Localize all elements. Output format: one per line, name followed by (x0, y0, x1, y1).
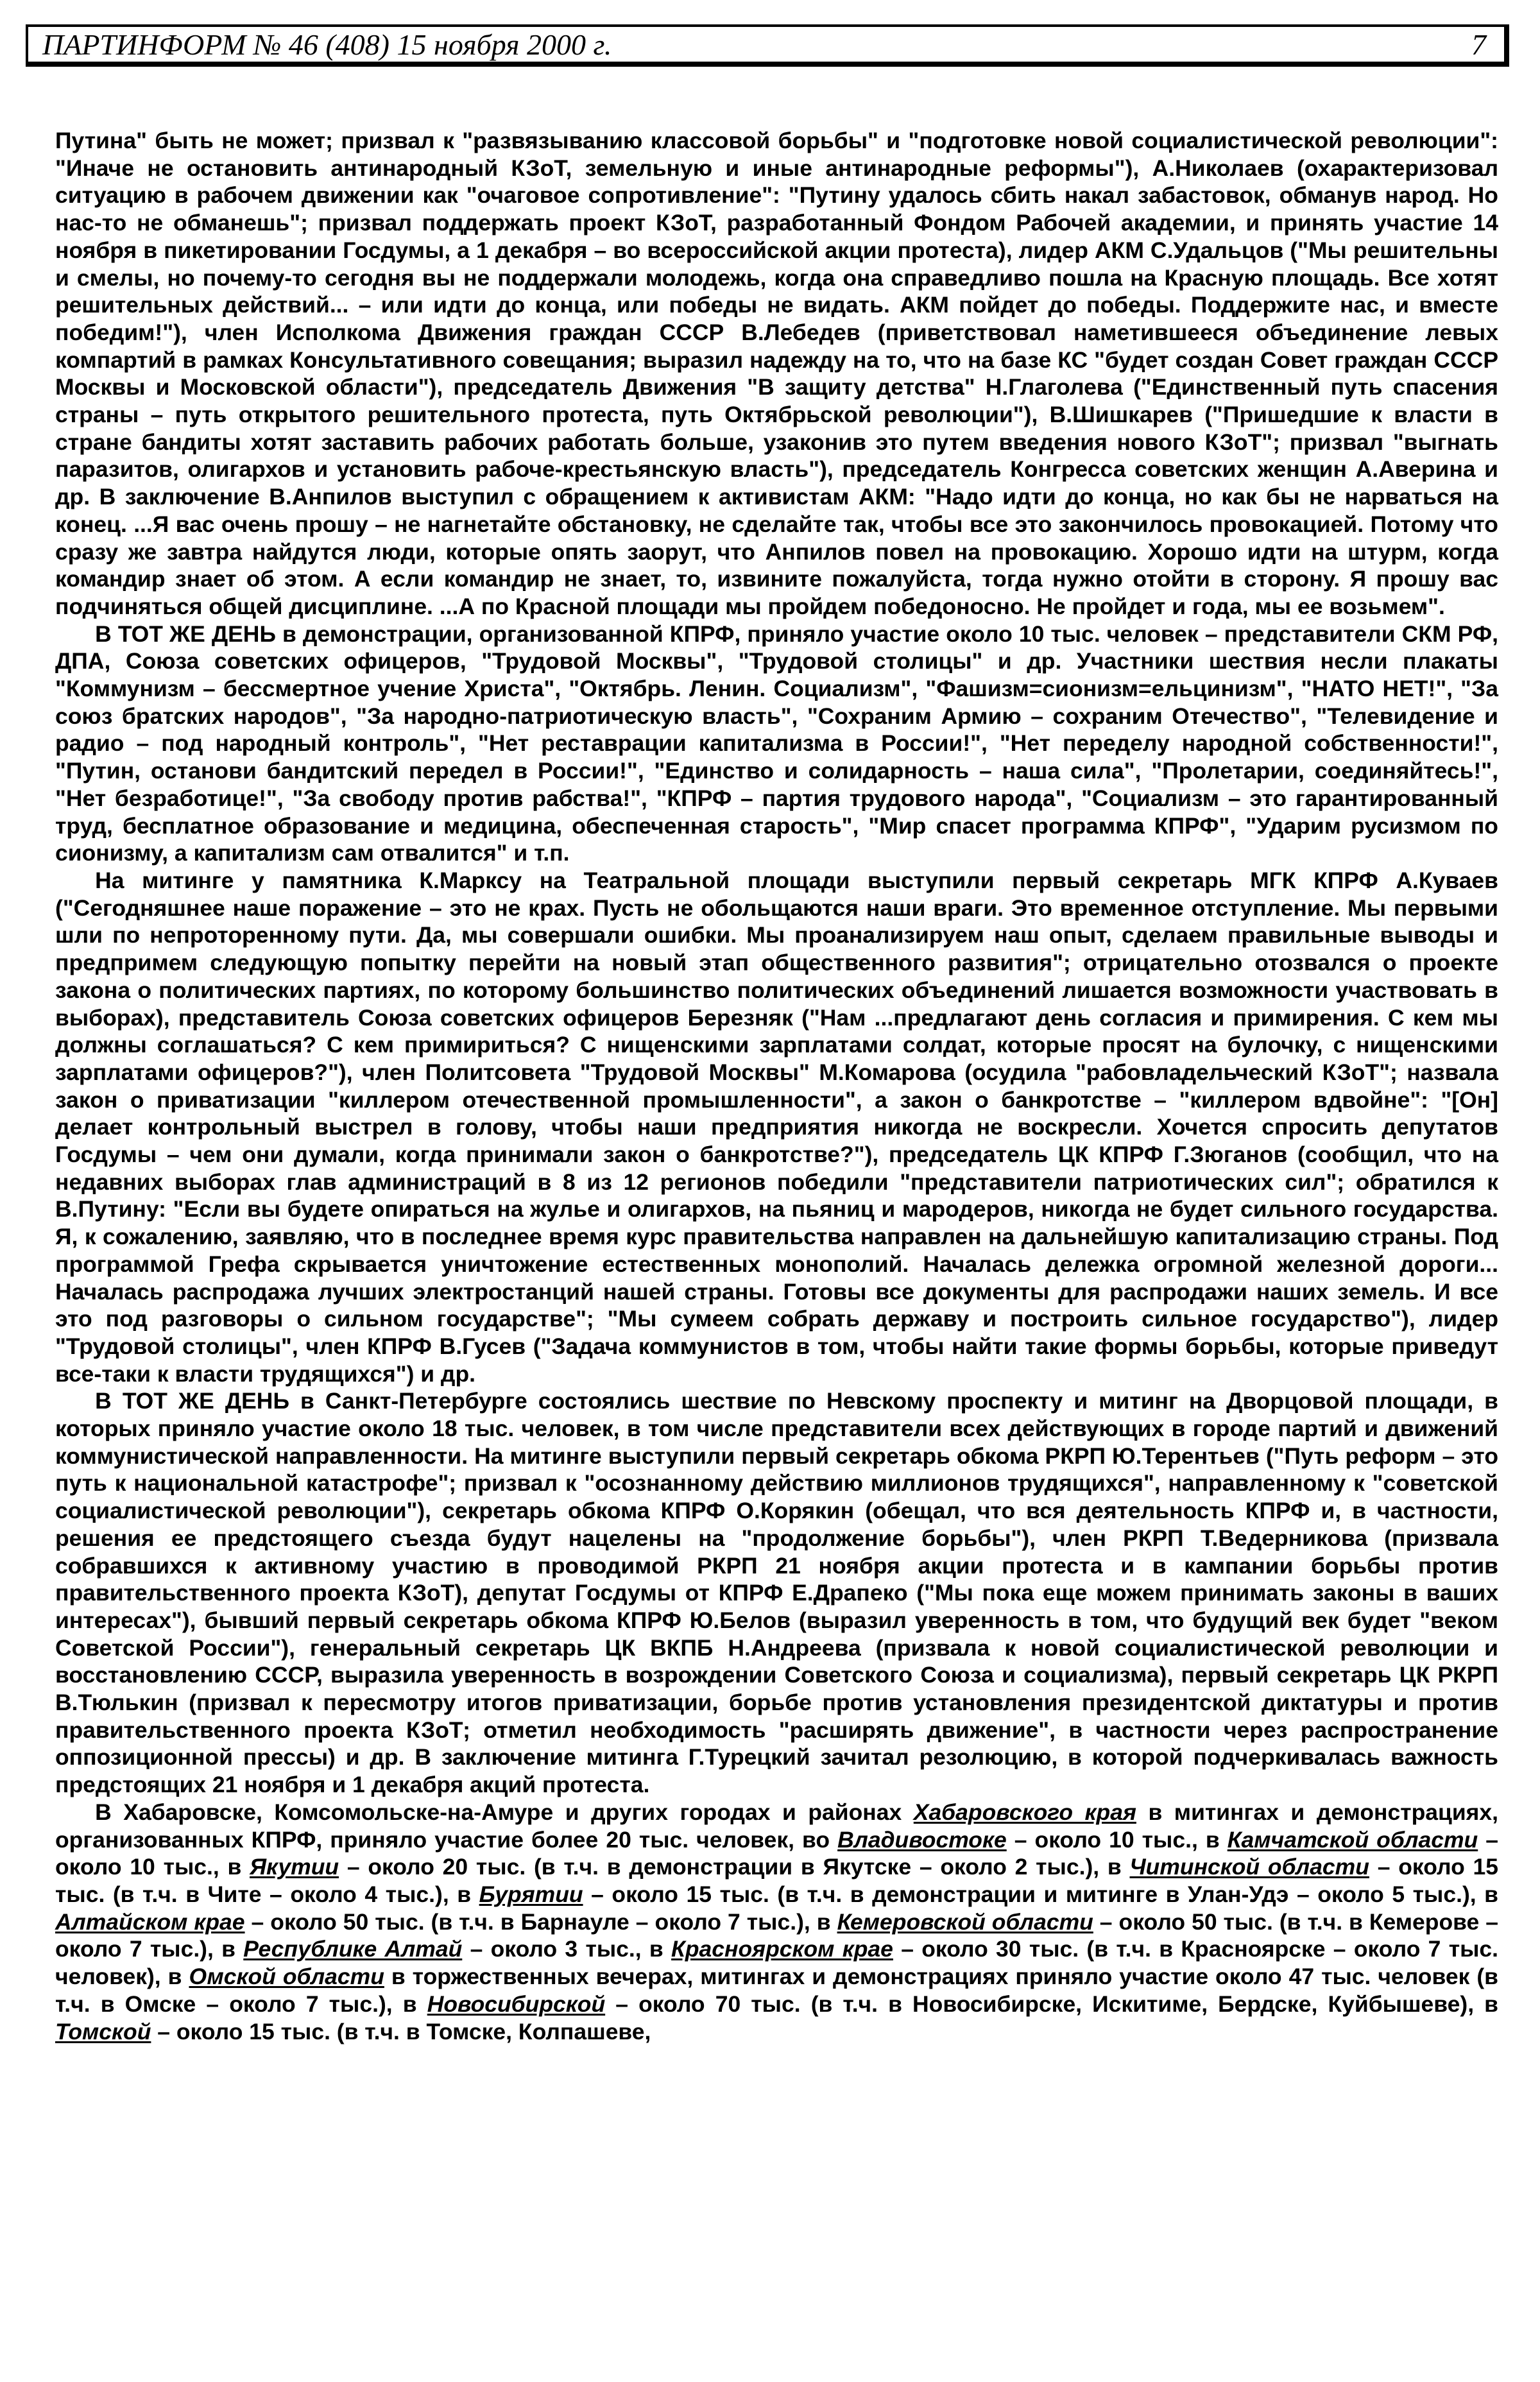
region-kamchatka: Камчатской области (1227, 1826, 1478, 1853)
region-novosibirsk: Новосибирской (427, 1991, 606, 2017)
text-run: – около 50 тыс. (в т.ч. в Барнауле – около 7 тыс.), в (244, 1908, 837, 1935)
page-header (26, 24, 1509, 67)
paragraph-1: Путина" быть не может; призвал к "развязыванию классовой борьбы" и "подготовке новой социалистической революции": "Иначе не остановить антинародный КЗоТ, земельную и иные антинародные реформы"), А.Николаев (охарактеризовал ситуацию в рабочем движении как "очаговое сопротивление": "Путину удалось сбить накал забастовок, обманув народ. Но нас-то не обманешь"; призвал поддержать проект КЗоТ, разработанный Фондом Рабочей академии, и принять участие 14 ноября в пикетировании Госдумы, а 1 декабря – во всероссийской акции протеста), лидер АКМ С.Удальцов ("Мы решительны и смелы, но почему-то сегодня вы не поддержали молодежь, когда она справедливо пошла на Красную площадь. Все хотят решительных действий... – или идти до конца, или победы не видать. АКМ пойдет до победы. Поддержите нас, и вместе победим!"), член Исполкома Движения граждан СССР В.Лебедев (приветствовал наметившееся объединение левых компартий в рамках Консультативного совещания; выразил надежду на то, что на базе КС "будет создан Совет граждан СССР Москвы и Московской области"), председатель Движения "В защиту детства" Н.Глаголева ("Единственный путь спасения страны – путь открытого решительного протеста, путь Октябрьской революции"), В.Шишкарев ("Пришедшие к власти в стране бандиты хотят заставить рабочих работать больше, узаконив это путем введения нового КЗоТ"; призвал "выгнать паразитов, олигархов и установить рабоче-крестьянскую власть"), председатель Конгресса советских женщин А.Аверина и др. В заключение В.Анпилов выступил с обращением к активистам АКМ: "Надо идти до конца, но как бы не нарваться на конец. ...Я вас очень прошу – не нагнетайте обстановку, не сделайте так, чтобы все это закончилось провокацией. Потому что сразу же завтра найдутся люди, которые опять заорут, что Анпилов повел на провокацию. Хорошо идти на штурм, когда командир знает об этом. А если командир не знает, то, извините пожалуйста, тогда нужно отойти в сторону. Я прошу вас подчиняться общей дисциплине. ...А по Красной площади мы пройдем победоносно. Не пройдет и года, мы ее возьмем". (55, 128, 1498, 619)
region-khabarovsk: Хабаровского края (913, 1799, 1136, 1825)
region-kemerovo: Кемеровской области (837, 1908, 1093, 1935)
paragraph-5 (55, 1799, 1498, 2045)
text-run: – около 20 тыс. (в т.ч. в демонстрации в Якутске – около 2 тыс.), в (339, 1854, 1130, 1880)
text-run: в торжественных вечерах, митингах и демонстрациях приняло участие около 47 тыс. человек (в т.ч. в Омске – около 7 тыс.), в (55, 1964, 1498, 2017)
region-tomsk: Томской (55, 2018, 151, 2044)
text-run: В Хабаровске, Комсомольске-на-Амуре и других городах и районах (95, 1799, 914, 1825)
article-body (55, 127, 1498, 2045)
paragraph-4: В ТОТ ЖЕ ДЕНЬ в Санкт-Петербурге состоялись шествие по Невскому проспекту и митинг на Дворцовой площади, в которых приняло участие около 18 тыс. человек, в том числе представители всех действующих в городе партий и движений коммунистической направленности. На митинге выступили первый секретарь обкома РКРП Ю.Терентьев ("Путь реформ – это путь к национальной катастрофе"; призвал к "осознанному действию миллионов трудящихся", направленному к "советской социалистической революции"), секретарь обкома КПРФ О.Корякин (обещал, что вся деятельность КПРФ и, в частности, решения ее предстоящего съезда будут нацелены на "продолжение борьбы"), член РКРП Т.Ведерникова (призвала собравшихся к активному участию в проводимой РКРП 21 ноября акции протеста и в кампании борьбы против правительственного проекта КЗоТ), депутат Госдумы от КПРФ Е.Драпеко ("Мы пока еще можем принимать законы в ваших интересах"), бывший первый секретарь обкома КПРФ Ю.Белов (выразил уверенность в том, что будущий век будет "веком Советской России"), генеральный секретарь ЦК ВКПБ Н.Андреева (призвала к новой социалистической революции и восстановлению СССР, выразила уверенность в возрождении Советского Союза и социализма), первый секретарь ЦК РКРП В.Тюлькин (призвал к пересмотру итогов приватизации, борьбе против установления президентской диктатуры и против правительственного проекта КЗоТ; отметил необходимость "расширять движение", в частности через распространение оппозиционной прессы) и др. В заключение митинга Г.Турецкий зачитал резолюцию, в которой подчеркивалась важность предстоящих 21 ноября и 1 декабря акций протеста. (55, 1388, 1498, 1798)
text-run: – около 30 тыс. (в т.ч. в Красноярске – около 7 тыс. человек), в (55, 1936, 1499, 1990)
region-vladivostok: Владивостоке (837, 1826, 1007, 1853)
region-chita: Читинской области (1129, 1854, 1369, 1880)
text-run: – около 15 тыс. (в т.ч. в Чите – около 4 тыс.), в (55, 1854, 1499, 1907)
text-run: – около 50 тыс. (в т.ч. в Кемерове – около 7 тыс.), в (55, 1908, 1498, 1962)
region-altai-krai: Алтайском крае (55, 1908, 245, 1935)
page-number: 7 (1471, 28, 1486, 61)
text-run: в митингах и демонстрациях, организованных КПРФ, приняло участие более 20 тыс. человек, во (55, 1799, 1498, 1853)
region-krasnoyarsk: Красноярском крае (671, 1936, 893, 1962)
region-altai-republic: Республике Алтай (243, 1936, 463, 1962)
publication-title: ПАРТИНФОРМ № 46 (408) 15 ноября 2000 г. (42, 28, 612, 61)
text-run: – около 10 тыс., в (1006, 1826, 1228, 1853)
paragraph-3: На митинге у памятника К.Марксу на Театральной площади выступили первый секретарь МГК КПРФ А.Куваев ("Сегодняшнее наше поражение – это не крах. Пусть не обольщаются наши враги. Это временное отступление. Мы первыми шли по непротоpенному пути. Да, мы совершали ошибки. Мы проанализируем наш опыт, сделаем правильные выводы и предпримем следующую попытку перейти на новый этап общественного развития"; отрицательно отозвался о проекте закона о политических партиях, по которому большинство политических объединений лишается возможности участвовать в выборах), представитель Союза советских офицеров Березняк ("Нам ...предлагают день согласия и примирения. С кем мы должны соглашаться? С кем примириться? С нищенскими зарплатами солдат, которые просят на булочку, с нищенскими зарплатами офицеров?"), член Политсовета "Трудовой Москвы" М.Комарова (осудила "рабовладельческий КЗоТ"; назвала закон о приватизации "киллером отечественной промышленности", а закон о банкротстве – "киллером вдвойне": "[Он] делает контрольный выстрел в голову, чтобы наши предприятия никогда не воскресли. Хочется спросить депутатов Госдумы – чем они думали, когда принимали закон о банкротстве?"), председатель ЦК КПРФ Г.Зюганов (сообщил, что на недавних выборах глав администраций в 8 из 12 регионов победили "представители патриотических сил"; обратился к В.Путину: "Если вы будете опираться на жулье и олигархов, на пьяниц и мародеров, никогда не будет сильного государства. Я, к сожалению, заявляю, что в последнее время курс правительства направлен на дальнейшую капитализацию страны. Под программой Грефа скрывается уничтожение естественных монополий. Началась дележка огромной железной дороги... Началась распродажа лучших электростанций нашей страны. Готовы все документы для распродажи наших земель. И все это под разговоры о сильном государстве"; "Мы сумеем собрать державу и построить сильное государство"), лидер "Трудовой столицы", член КПРФ В.Гусев ("Задача коммунистов в том, чтобы найти такие формы борьбы, которые приведут все-таки к власти трудящихся") и др. (55, 867, 1498, 1387)
text-run: – около 15 тыс. (в т.ч. в Томске, Колпашеве, (151, 2018, 651, 2044)
text-run: – около 10 тыс., в (55, 1826, 1498, 1880)
text-run: – около 70 тыс. (в т.ч. в Новосибирске, Искитиме, Бердске, Куйбышеве), в (605, 1991, 1499, 2017)
paragraph-2: В ТОТ ЖЕ ДЕНЬ в демонстрации, организованной КПРФ, приняло участие около 10 тыс. человек – представители СКМ РФ, ДПА, Союза советских офицеров, "Трудовой Москвы", "Трудовой столицы" и др. Участники шествия несли плакаты "Коммунизм – бессмертное учение Христа", "Октябрь. Ленин. Социализм", "Фашизм=сионизм=ельцинизм", "НАТО НЕТ!", "За союз братских народов", "За народно-патриотическую власть", "Сохраним Армию – сохраним Отечество", "Телевидение и радио – под народный контроль", "Нет реставрации капитализма в России!", "Нет переделу народной собственности!", "Путин, останови бандитский передел в России!", "Единство и солидарность – наша сила", "Пролетарии, соединяйтесь!", "Нет безработице!", "За свободу против рабства!", "КПРФ – партия трудового народа", "Социализм – это гарантированный труд, бесплатное образование и медицина, обеспеченная старость", "Мир спасет программа КПРФ", "Ударим русизмом по сионизму, а капитализм сам отвалится" и т.п. (55, 621, 1498, 866)
region-buryatia: Бурятии (479, 1881, 583, 1907)
region-omsk: Омской области (189, 1964, 384, 1990)
text-run: – около 15 тыс. (в т.ч. в демонстрации и митинге в Улан-Удэ – около 5 тыс.), в (583, 1881, 1499, 1907)
region-yakutia: Якутии (250, 1854, 339, 1880)
text-run: – около 3 тыс., в (462, 1936, 672, 1962)
